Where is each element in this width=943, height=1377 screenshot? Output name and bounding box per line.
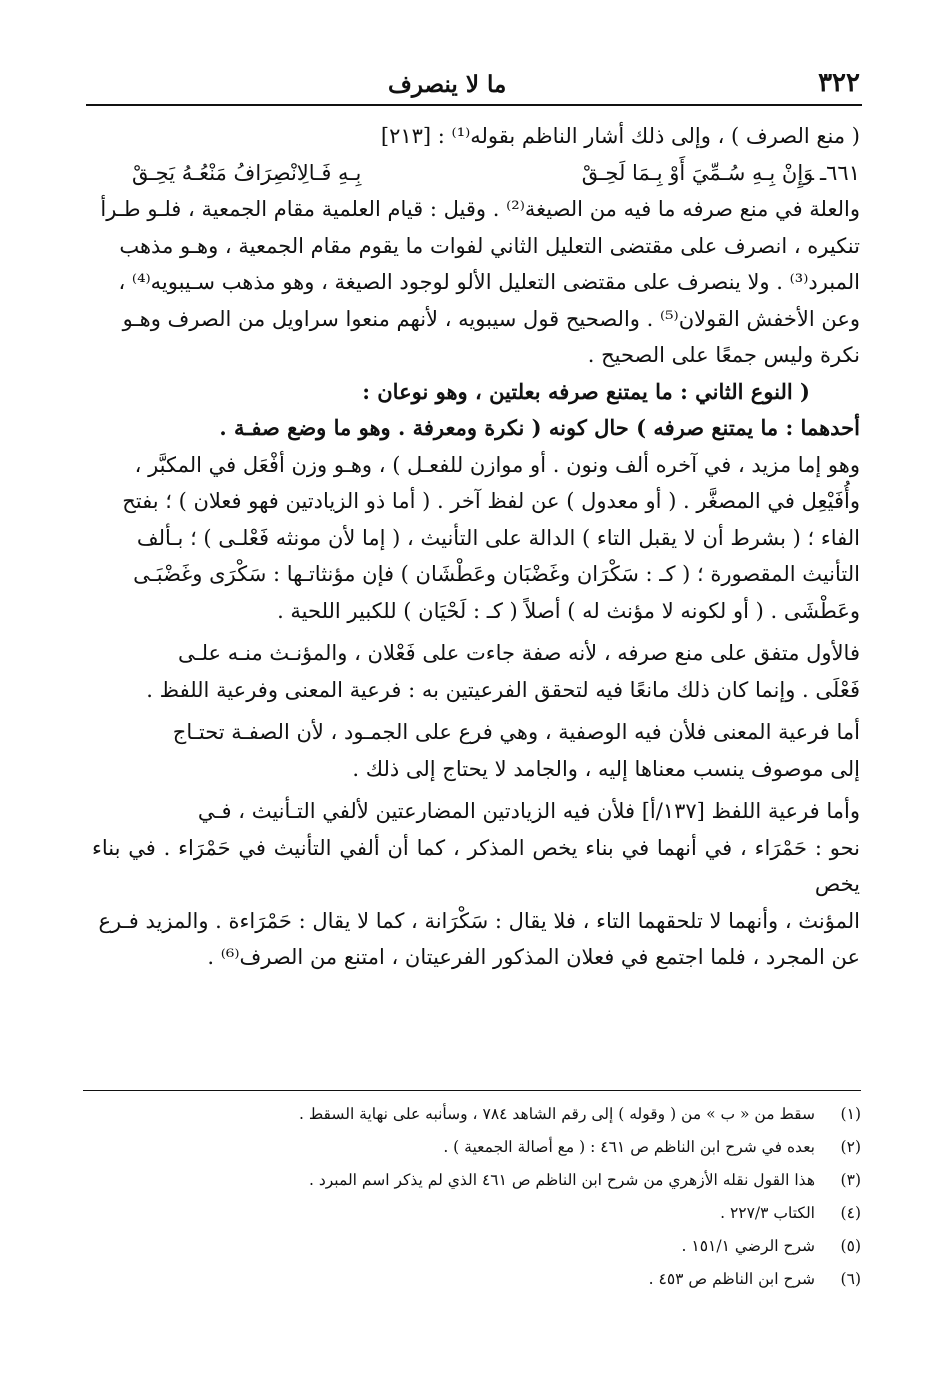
- text-line: والعلة في منع صرفه ما فيه من الصيغة⁽²⁾ . وقيل : قيام العلمية مقام الجمعية ، فلـو طـرأ: [100, 197, 860, 221]
- text-line: المبرد⁽³⁾ . ولا ينصرف على مقتضى التعليل الألو لوجود الصيغة ، وهو مذهب سـيبويه⁽⁴⁾ ،: [118, 270, 860, 294]
- page-number: ٣٢٢: [818, 68, 860, 98]
- footnote-number: (٣): [840, 1171, 861, 1189]
- footnote-number: (٤): [840, 1204, 861, 1222]
- footnote-rule: [83, 1090, 861, 1091]
- footnote: [83, 1197, 861, 1230]
- footnote: [83, 1164, 861, 1197]
- footnote-text: شرح الرضي ١٥١/١ .: [681, 1237, 815, 1255]
- text-line: أحدهما : ما يمتنع صرفه ) حال كونه ( نكرة ومعرفة . وهو ما وضع صفـة .: [219, 415, 860, 440]
- verse-hemistich-2: بِـهِ فَـالِانْصِرَافُ مَنْعُـهُ يَحِـقْ: [132, 160, 362, 185]
- footnotes: [83, 1098, 861, 1296]
- text-line: تنكيره ، انصرف على مقتضى التعليل الثاني لفوات ما يقوم مقام الجمعية ، وهـو مذهب: [119, 233, 860, 258]
- text-line: نحو : حَمْرَاء ، في أنهما في بناء يخص المذكر ، كما أن ألفي التأنيث في حَمْرَاء . في بناء يخص: [92, 835, 860, 896]
- text-line: المؤنث ، وأنهما لا تلحقهما التاء ، فلا يقال : سَكْرَانة ، كما لا يقال : حَمْرَاءة . والمزيد فـرع: [98, 908, 860, 933]
- text-line: وأما فرعية اللفظ [١٣٧/أ] فلأن فيه الزيادتين المضارعتين لألفي التـأنيث ، فـي: [197, 799, 860, 823]
- text-line: التأنيث المقصورة ؛ ( كـ : سَكْرَان وغَضْبَان وعَطْشَان ) فإن مؤنثاتـها : سَكْرَى وغَضْبَـى: [133, 562, 860, 586]
- main-text: [92, 118, 860, 976]
- footnote: [83, 1263, 861, 1296]
- poem-verse: [92, 155, 860, 192]
- text-line: نكرة وليس جمعًا على الصحيح .: [587, 343, 860, 367]
- footnote-number: (٢): [840, 1138, 861, 1156]
- text-line: فَعْلَى . وإنما كان ذلك مانعًا فيه لتحقق الفرعيتين به : فرعية المعنى وفرعية اللفظ .: [146, 677, 860, 702]
- text-line: أما فرعية المعنى فلأن فيه الوصفية ، وهي فرع على الجمـود ، لأن الصفـة تحتـاج: [172, 720, 860, 744]
- footnote: [83, 1098, 861, 1131]
- verse-hemistich-1: وَإِنْ بِـهِ سُـمِّيَ أَوْ بِـمَا لَحِـقْ: [581, 160, 814, 185]
- footnote-text: سقط من « ب » من ( وقوله ) إلى رقم الشاهد ٧٨٤ ، وسأنبه على نهاية السقط .: [298, 1105, 815, 1123]
- text-line: الفاء ؛ ( بشرط أن لا يقبل التاء ) الدالة على التأنيث ، ( إما لأن مونثه فَعْلـى ) ؛ بـألف: [136, 525, 860, 550]
- verse-first-half: [582, 155, 860, 192]
- text-line: وهو إما مزيد ، في آخره ألف ونون . أو موازن للفعـل ) ، وهـو وزن أفْعَل في المكبَّر ،: [134, 452, 860, 477]
- text-line: وعن الأخفش القولان⁽⁵⁾ . والصحيح قول سيبويه ، لأنهم منعوا سراويل من الصرف وهـو: [122, 306, 860, 331]
- text-line: فالأول متفق على منع صرفه ، لأنه صفة جاءت على فَعْلان ، والمؤنـث منـه علـى: [177, 641, 860, 665]
- footnote-number: (٥): [840, 1237, 861, 1255]
- page-header: [88, 62, 860, 102]
- text-line: إلى موصوف ينسب معناها إليه ، والجامد لا يحتاج إلى ذلك .: [352, 756, 860, 781]
- footnote: [83, 1131, 861, 1164]
- footnote-text: شرح ابن الناظم ص ٤٥٣ .: [648, 1270, 815, 1288]
- footnote-text: بعده في شرح ابن الناظم ص ٤٦١ : ( مع أصالة الجمعية ) .: [443, 1138, 815, 1156]
- header-rule: [86, 104, 862, 106]
- footnote-text: هذا القول نقله الأزهري من شرح ابن الناظم ص ٤٦١ الذي لم يذكر اسم المبرد .: [309, 1171, 815, 1189]
- section-heading: ( النوع الثاني : ما يمتنع صرفه بعلتين ، وهو نوعان :: [362, 378, 810, 404]
- running-title: ما لا ينصرف: [388, 71, 507, 98]
- footnote-number: (٦): [840, 1270, 861, 1288]
- footnote-text: الكتاب ٢٢٧/٣ .: [720, 1204, 815, 1222]
- text-line: وأُفَيْعِل في المصغَّر . ( أو معدول ) عن لفظ آخر . ( أما ذو الزيادتين فهو فعلان ) ؛ بفتح: [122, 489, 860, 513]
- footnote-number: (١): [840, 1105, 861, 1123]
- text-line: عن المجرد ، فلما اجتمع في فعلان المذكور الفرعيتان ، امتنع من الصرف⁽⁶⁾ .: [207, 945, 860, 969]
- verse-number: ٦٦١ـ: [820, 160, 860, 185]
- text-line: وعَطْشَى . ( أو لكونه لا مؤنث له ) أصلاً ( كـ : لَحْيَان ) للكبير اللحية .: [277, 598, 860, 623]
- footnote: [83, 1230, 861, 1263]
- text-line: ( منع الصرف ) ، وإلى ذلك أشار الناظم بقوله⁽¹⁾ : [٢١٣]: [380, 124, 860, 148]
